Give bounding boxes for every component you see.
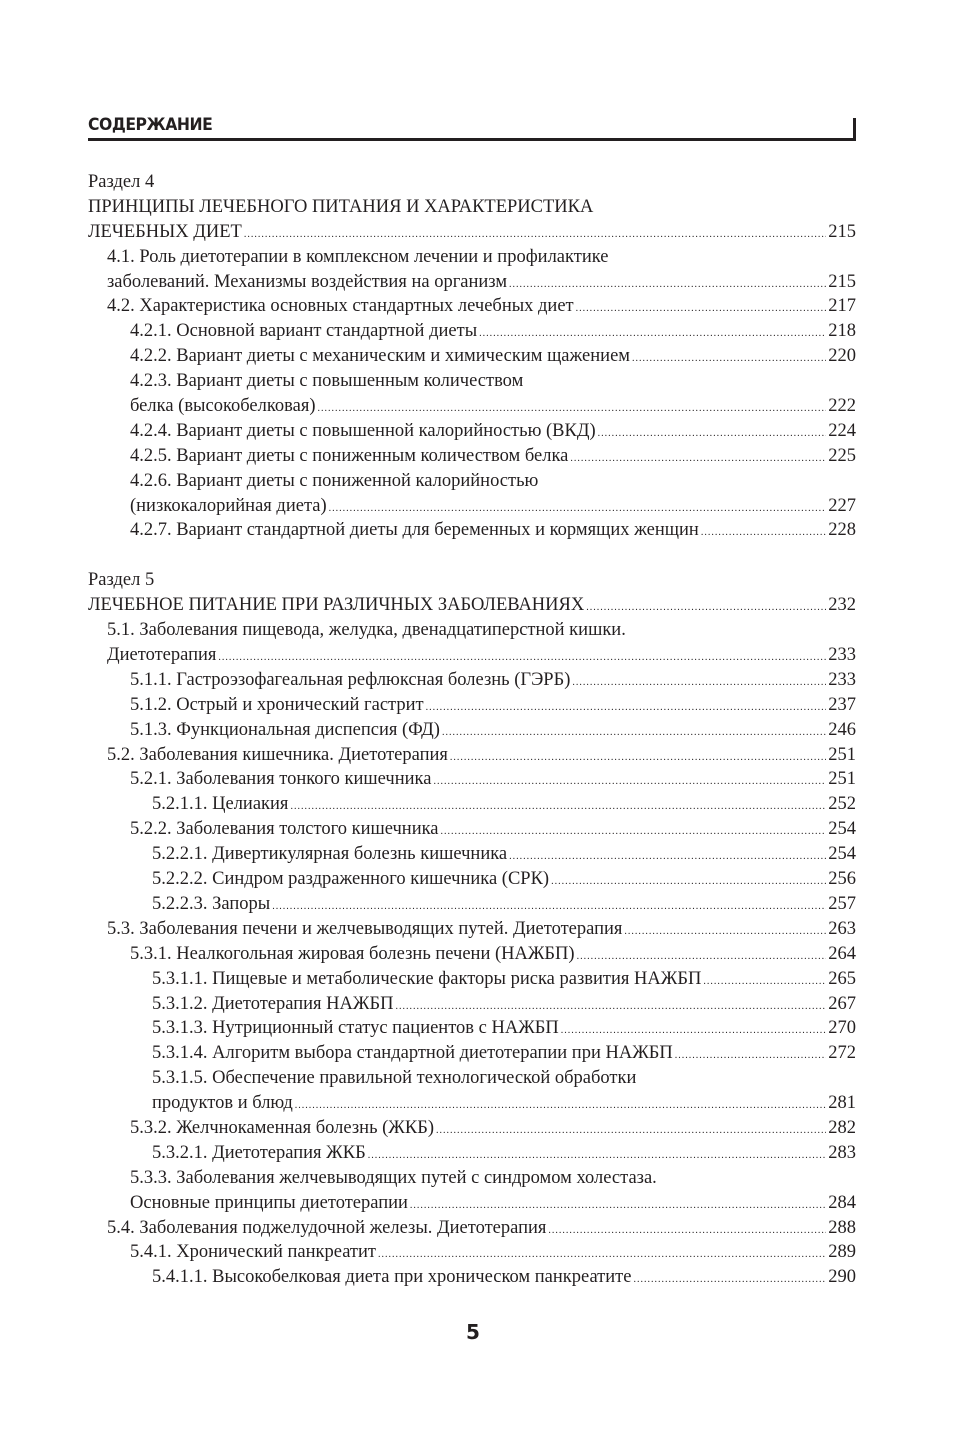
toc-entry-title: 5.3. Заболевания печени и желчевыводящих путей. Диетотерапия <box>107 918 623 939</box>
toc-entry[interactable] <box>88 593 856 618</box>
toc-entry-title: 4.2.5. Вариант диеты с пониженным количеством белка <box>130 445 569 466</box>
toc-entry-page: 233 <box>828 669 856 690</box>
toc-entry-title: белка (высокобелковая) <box>130 396 316 417</box>
toc-entry-page: 282 <box>828 1117 856 1138</box>
toc-entry[interactable] <box>88 668 856 693</box>
toc-entry-page: 251 <box>828 744 856 765</box>
leader-dots <box>633 1268 826 1293</box>
toc-entry-title: 5.3.1. Неалкогольная жировая болезнь печени (НАЖБП) <box>130 943 575 964</box>
toc-entry-title: ЛЕЧЕБНОЕ ПИТАНИЕ ПРИ РАЗЛИЧНЫХ ЗАБОЛЕВАНИЯХ <box>88 595 585 616</box>
toc-entry[interactable] <box>88 1116 856 1141</box>
toc-entry[interactable] <box>88 1191 856 1216</box>
toc-entry[interactable] <box>88 817 856 842</box>
section-label: Раздел 4 <box>88 172 155 192</box>
toc-entry-page: 254 <box>828 844 856 865</box>
toc-entry-page: 284 <box>828 1192 856 1213</box>
toc-entry-title: 5.2. Заболевания кишечника. Диетотерапия <box>107 744 448 765</box>
toc-entry-title: 4.2.7. Вариант стандартной диеты для беременных и кормящих женщин <box>130 520 699 541</box>
toc-entry-page: 252 <box>828 794 856 815</box>
toc-entry-title: 5.3.1.4. Алгоритм выбора стандартной диетотерапии при НАЖБП <box>152 1043 673 1064</box>
toc-entry-page: 270 <box>828 1018 856 1039</box>
toc-entry-page: 225 <box>828 445 856 466</box>
table-of-contents <box>88 170 856 1290</box>
toc-entry-title: 5.2.1. Заболевания тонкого кишечника <box>130 769 432 790</box>
toc-entry-page: 257 <box>828 893 856 914</box>
toc-entry[interactable] <box>88 767 856 792</box>
toc-entry-title: ЛЕЧЕБНЫХ ДИЕТ <box>88 221 242 242</box>
toc-entry-title: 5.4.1.1. Высокобелковая диета при хроническом панкреатите <box>152 1267 632 1288</box>
toc-entry[interactable] <box>88 643 856 668</box>
toc-entry-title-line1: 5.3.1.5. Обеспечение правильной технологической обработки <box>152 1068 637 1089</box>
toc-entry-page: 272 <box>828 1043 856 1064</box>
toc-entry-title-line1: 5.1. Заболевания пищевода, желудка, двенадцатиперстной кишки. <box>107 620 626 641</box>
toc-entry-page: 263 <box>828 918 856 939</box>
toc-entry[interactable] <box>88 892 856 917</box>
toc-entry-page: 224 <box>828 420 856 441</box>
toc-entry[interactable] <box>88 718 856 743</box>
toc-entry[interactable] <box>88 992 856 1017</box>
toc-entry[interactable] <box>88 792 856 817</box>
toc-entry-title: 5.2.2.3. Запоры <box>152 893 271 914</box>
toc-entry-page: 232 <box>828 595 856 616</box>
toc-entry-page: 220 <box>828 346 856 367</box>
toc-entry-page: 228 <box>828 520 856 541</box>
toc-entry-title: 4.2. Характеристика основных стандартных лечебных диет <box>107 296 574 317</box>
toc-entry-title: Диетотерапия <box>107 645 217 666</box>
toc-entry-page: 265 <box>828 968 856 989</box>
toc-entry[interactable] <box>88 518 856 543</box>
toc-entry[interactable] <box>88 270 856 295</box>
toc-entry-page: 222 <box>828 396 856 417</box>
toc-entry[interactable] <box>88 867 856 892</box>
toc-entry[interactable] <box>88 220 856 245</box>
toc-entry-page: 267 <box>828 993 856 1014</box>
toc-entry-title-line1: 4.2.6. Вариант диеты с пониженной калорийностью <box>130 470 539 491</box>
toc-entry-title: 5.4.1. Хронический панкреатит <box>130 1242 377 1263</box>
toc-entry-title: 5.1.1. Гастроэзофагеальная рефлюксная болезнь (ГЭРБ) <box>130 669 571 690</box>
toc-entry-title: 5.2.2.1. Дивертикулярная болезнь кишечника <box>152 844 508 865</box>
toc-entry-page: 290 <box>828 1267 856 1288</box>
toc-entry-title: 4.2.1. Основной вариант стандартной диеты <box>130 321 478 342</box>
toc-entry-title: 5.3.2.1. Диетотерапия ЖКБ <box>152 1142 366 1163</box>
toc-entry-title: продуктов и блюд <box>152 1093 293 1114</box>
toc-entry-title-line1: 4.2.3. Вариант диеты с повышенным количеством <box>130 371 524 392</box>
toc-entry[interactable] <box>88 693 856 718</box>
toc-entry-title: 5.4. Заболевания поджелудочной железы. Диетотерапия <box>107 1217 547 1238</box>
toc-entry[interactable] <box>88 1091 856 1116</box>
toc-entry-page: 218 <box>828 321 856 342</box>
page-title: СОДЕРЖАНИЕ <box>88 115 213 135</box>
toc-entry[interactable] <box>88 917 856 942</box>
toc-entry-page: 237 <box>828 694 856 715</box>
toc-entry[interactable] <box>88 444 856 469</box>
toc-entry-title: 5.3.1.1. Пищевые и метаболические факторы риска развития НАЖБП <box>152 968 702 989</box>
toc-entry[interactable] <box>88 1265 856 1290</box>
toc-entry[interactable] <box>88 842 856 867</box>
toc-entry-title: 5.3.1.3. Нутриционный статус пациентов с НАЖБП <box>152 1018 559 1039</box>
toc-entry-title: (низкокалорийная диета) <box>130 495 327 516</box>
leader-dots <box>701 521 826 546</box>
toc-entry[interactable] <box>88 743 856 768</box>
toc-entry[interactable] <box>88 1016 856 1041</box>
toc-entry-page: 256 <box>828 869 856 890</box>
toc-entry[interactable] <box>88 294 856 319</box>
toc-entry-page: 217 <box>828 296 856 317</box>
toc-entry-title: Основные принципы диетотерапии <box>130 1192 408 1213</box>
toc-entry-page: 288 <box>828 1217 856 1238</box>
toc-entry[interactable] <box>88 319 856 344</box>
toc-entry-page: 264 <box>828 943 856 964</box>
toc-entry-title-line1: 5.3.3. Заболевания желчевыводящих путей с синдромом холестаза. <box>130 1167 657 1188</box>
header-tick <box>853 118 856 141</box>
toc-entry-title: 5.3.2. Желчнокаменная болезнь (ЖКБ) <box>130 1117 434 1138</box>
toc-entry-title: 5.2.1.1. Целиакия <box>152 794 289 815</box>
toc-entry-title: заболеваний. Механизмы воздействия на организм <box>107 271 508 292</box>
toc-entry-title: 4.2.2. Вариант диеты с механическим и химическим щажением <box>130 346 630 367</box>
toc-entry-title: 5.1.2. Острый и хронический гастрит <box>130 694 424 715</box>
toc-entry[interactable] <box>88 494 856 519</box>
toc-entry[interactable] <box>88 394 856 419</box>
toc-entry-page: 227 <box>828 495 856 516</box>
toc-entry-page: 251 <box>828 769 856 790</box>
toc-entry-page: 215 <box>828 271 856 292</box>
toc-entry-title: 5.3.1.2. Диетотерапия НАЖБП <box>152 993 394 1014</box>
toc-entry-page: 254 <box>828 819 856 840</box>
toc-entry-title: 5.2.2. Заболевания толстого кишечника <box>130 819 439 840</box>
toc-entry[interactable] <box>88 1240 856 1265</box>
header-rule <box>88 138 856 141</box>
section-label: Раздел 5 <box>88 570 155 591</box>
page-number: 5 <box>466 1320 480 1344</box>
page-header <box>88 113 856 141</box>
toc-entry[interactable] <box>88 1216 856 1241</box>
toc-entry[interactable] <box>88 1141 856 1166</box>
toc-entry-title-line1: 4.1. Роль диетотерапии в комплексном лечении и профилактике <box>107 246 609 267</box>
toc-entry-page: 233 <box>828 645 856 666</box>
toc-entry-page: 281 <box>828 1093 856 1114</box>
toc-entry-title: 5.1.3. Функциональная диспепсия (ФД) <box>130 719 440 740</box>
section-title: ПРИНЦИПЫ ЛЕЧЕБНОГО ПИТАНИЯ И ХАРАКТЕРИСТИКА <box>88 196 594 217</box>
toc-entry[interactable] <box>88 419 856 444</box>
toc-entry-title: 4.2.4. Вариант диеты с повышенной калорийностью (ВКД) <box>130 420 596 441</box>
toc-entry-page: 246 <box>828 719 856 740</box>
toc-entry[interactable] <box>88 344 856 369</box>
toc-entry[interactable] <box>88 942 856 967</box>
toc-entry-page: 215 <box>828 221 856 242</box>
toc-entry-page: 289 <box>828 1242 856 1263</box>
toc-entry-title: 5.2.2.2. Синдром раздраженного кишечника (СРК) <box>152 869 550 890</box>
toc-entry-page: 283 <box>828 1142 856 1163</box>
toc-entry[interactable] <box>88 1041 856 1066</box>
toc-entry[interactable] <box>88 967 856 992</box>
